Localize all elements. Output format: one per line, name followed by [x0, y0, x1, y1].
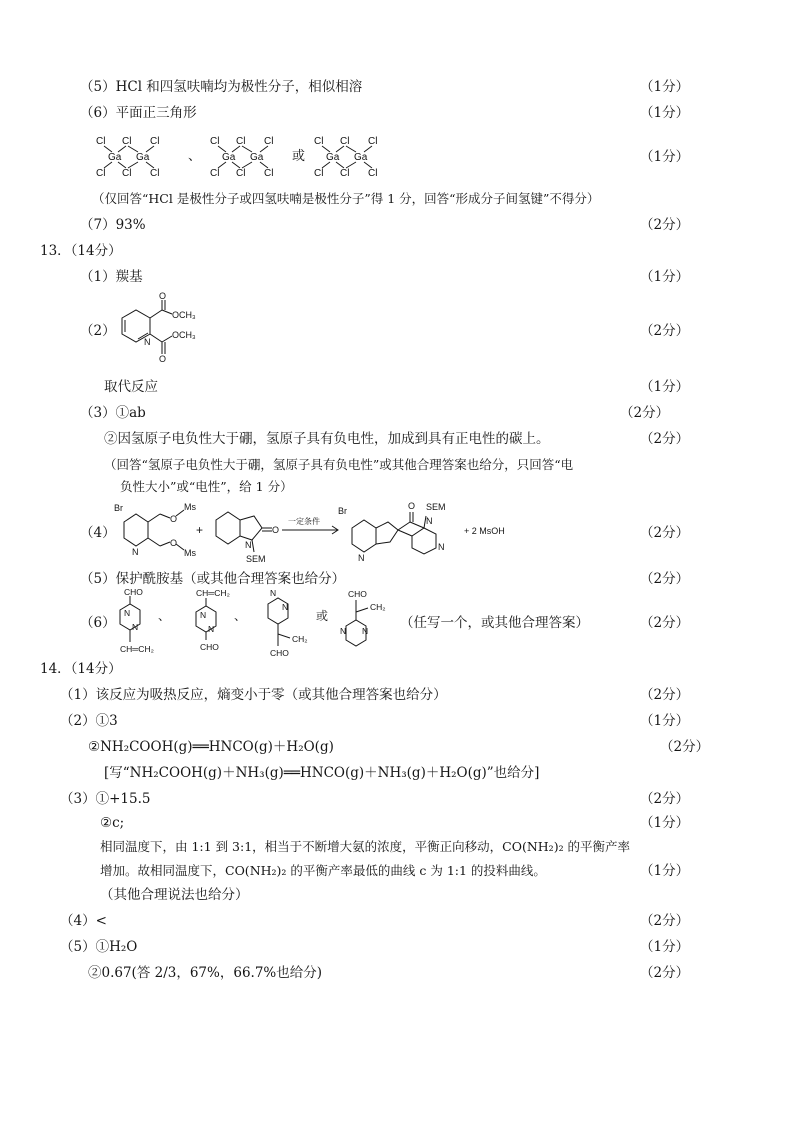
- q14-answer-1: （1）该反应为吸热反应，熵变小于零（或其他合理答案也给分）: [60, 687, 447, 703]
- q14-score-2a: （1分）: [640, 713, 690, 729]
- nitrogen-label: N: [245, 540, 252, 550]
- q12-score-6b: （1分）: [640, 149, 690, 165]
- q14-explanation-line1: 相同温度下，由 1:1 到 3:1，相当于不断增大氨的浓度，平衡正向移动，CO(NH₂)₂ 的平衡产率: [100, 839, 631, 854]
- q12-note-6: （仅回答“HCl 是极性分子或四氢呋喃是极性分子”得 1 分，回答“形成分子间氢键”不得分）: [92, 191, 600, 206]
- q13-reaction-4: [112, 500, 612, 566]
- ga-label: Ga: [136, 152, 150, 163]
- q14-score-4: （2分）: [640, 913, 690, 929]
- q12-answer-5: （5）HCl 和四氢呋喃均为极性分子，相似相溶: [80, 79, 363, 95]
- q13-structure-diester: [112, 292, 222, 362]
- ga-label: Ga: [108, 152, 122, 163]
- cl-label: Cl: [340, 168, 350, 179]
- cl-label: Cl: [96, 136, 106, 147]
- cl-label: Cl: [236, 168, 246, 179]
- nitrogen-label: N: [144, 337, 151, 347]
- methoxy-label: OCH₃: [172, 310, 196, 320]
- q14-score-1: （2分）: [640, 687, 690, 703]
- sem-label: SEM: [246, 554, 266, 564]
- q14-score-5a: （1分）: [640, 939, 690, 955]
- separator: 、: [188, 148, 202, 163]
- q14-score-3b: （1分）: [640, 815, 690, 831]
- ga2cl6-structures: [92, 130, 612, 182]
- q13-isomer-structures: [110, 586, 410, 662]
- q12-score-5: （1分）: [640, 79, 690, 95]
- q14-score-5b: （2分）: [640, 965, 690, 981]
- cl-label: Cl: [96, 168, 106, 179]
- q13-score-5: （2分）: [640, 571, 690, 587]
- ga2cl6-structure-2: [210, 136, 273, 179]
- q13-score-1: （1分）: [640, 269, 690, 285]
- isomers-svg: [110, 586, 410, 662]
- q13-answer-1: （1）羰基: [80, 269, 143, 285]
- q14-score-3d: （1分）: [640, 863, 690, 879]
- nitrogen-label: N: [132, 547, 139, 557]
- ga2cl6-structure-1: [96, 136, 159, 179]
- aldehyde-label: CHO: [348, 589, 367, 599]
- nitrogen-label: N: [124, 608, 131, 618]
- cl-label: Cl: [314, 136, 324, 147]
- q13-answer-6-tail: （任写一个，或其他合理答案）: [400, 615, 589, 631]
- q14-answer-3b: ②c;: [100, 815, 125, 831]
- cl-label: Cl: [314, 168, 324, 179]
- mesyl-label: Ms: [184, 548, 196, 558]
- cl-label: Cl: [368, 168, 378, 179]
- byproduct: + 2 MsOH: [464, 526, 505, 536]
- cl-label: Cl: [210, 136, 220, 147]
- nitrogen-label: N: [282, 602, 289, 612]
- q12-answer-6: （6）平面正三角形: [80, 105, 197, 121]
- q14-score-2b: （2分）: [660, 739, 710, 755]
- q13-note-3-line2: 负性大小”或“电性”，给 1 分）: [120, 479, 293, 494]
- nitrogen-label: N: [426, 516, 433, 526]
- q14-score-3a: （2分）: [640, 791, 690, 807]
- q13-score-2b: （1分）: [640, 379, 690, 395]
- q14-answer-2a: （2）①3: [60, 713, 118, 729]
- q14-answer-5a: （5）①H₂O: [60, 939, 138, 955]
- cl-label: Cl: [368, 136, 378, 147]
- q13-score-3b: （2分）: [640, 431, 690, 447]
- nitrogen-label: N: [358, 553, 365, 563]
- q13-answer-3b: ②因氢原子电负性大于硼，氢原子具有负电性，加成到具有正电性的碳上。: [104, 431, 550, 447]
- reaction-condition: 一定条件: [288, 517, 320, 526]
- or-label: 或: [316, 609, 329, 623]
- cl-label: Cl: [264, 136, 274, 147]
- q14-answer-4: （4）<: [60, 913, 107, 929]
- nitrogen-label: N: [208, 624, 215, 634]
- oxygen-label: O: [159, 292, 167, 301]
- methoxy-label: OCH₃: [172, 330, 196, 340]
- oxygen-label: O: [170, 514, 178, 524]
- q14-answer-3a: （3）①+15.5: [60, 791, 151, 807]
- q13-answer-4-number: （4）: [80, 525, 116, 541]
- q13-score-6: （2分）: [640, 615, 690, 631]
- or-label: 或: [292, 148, 306, 163]
- q14-answer-5b: ②0.67(答 2/3，67%，66.7%也给分): [88, 965, 323, 981]
- q13-answer-2-number: （2）: [80, 323, 116, 339]
- aldehyde-label: CHO: [200, 642, 219, 652]
- nitrogen-label: N: [340, 626, 347, 636]
- aldehyde-label: CHO: [124, 587, 143, 597]
- vinyl-label: CH═CH₂: [196, 588, 230, 598]
- q13-answer-2b: 取代反应: [104, 379, 158, 395]
- sem-label: SEM: [426, 502, 446, 512]
- q14-explanation-line2: 增加。故相同温度下，CO(NH₂)₂ 的平衡产率最低的曲线 c 为 1:1 的投料曲线。: [100, 863, 546, 878]
- bromine-label: Br: [114, 503, 123, 513]
- nitrogen-label: N: [200, 610, 207, 620]
- q14-note-2: [写“NH₂COOH(g)＋NH₃(g)══HNCO(g)＋NH₃(g)＋H₂O(g)”也给分]: [104, 765, 540, 781]
- q14-answer-2b: ②NH₂COOH(g)══HNCO(g)＋H₂O(g): [88, 739, 334, 755]
- ga2cl6-structure-3: [314, 136, 377, 179]
- methylene-label: CH₂: [292, 634, 308, 644]
- q13-score-3a: （2分）: [620, 405, 670, 421]
- q14-header: 14．（14分）: [40, 661, 122, 677]
- q13-answer-5: （5）保护酰胺基（或其他合理答案也给分）: [80, 571, 346, 587]
- oxygen-label: O: [159, 354, 167, 362]
- q12-score-7: （2分）: [640, 217, 690, 233]
- aldehyde-label: CHO: [270, 648, 289, 658]
- vinyl-label: CH═CH₂: [120, 644, 154, 654]
- oxygen-label: O: [170, 538, 178, 548]
- methylene-label: CH₂: [370, 602, 386, 612]
- cl-label: Cl: [150, 136, 160, 147]
- cl-label: Cl: [264, 168, 274, 179]
- q13-score-2: （2分）: [640, 323, 690, 339]
- cl-label: Cl: [210, 168, 220, 179]
- q13-header: 13．（14分）: [40, 243, 122, 259]
- oxygen-label: O: [272, 525, 280, 535]
- cl-label: Cl: [340, 136, 350, 147]
- diester-svg: [112, 292, 222, 362]
- oxygen-label: O: [408, 501, 416, 511]
- q12-score-6: （1分）: [640, 105, 690, 121]
- cl-label: Cl: [236, 136, 246, 147]
- separator: 、: [234, 609, 247, 623]
- reaction-svg: [112, 500, 612, 566]
- mesyl-label: Ms: [184, 502, 196, 512]
- q13-answer-6-number: （6）: [80, 615, 116, 631]
- ga-label: Ga: [326, 152, 340, 163]
- q13-answer-3a: （3）①ab: [80, 405, 146, 421]
- q13-note-3-line1: （回答“氢原子电负性大于硼，氢原子具有负电性”或其他合理答案也给分，只回答“电: [104, 457, 574, 472]
- cl-label: Cl: [150, 168, 160, 179]
- nitrogen-label: N: [132, 622, 139, 632]
- plus-sign: +: [196, 523, 204, 537]
- nitrogen-label: N: [362, 626, 369, 636]
- ga-label: Ga: [250, 152, 264, 163]
- ga2cl6-svg: [92, 130, 612, 182]
- nitrogen-label: N: [270, 588, 277, 598]
- q12-answer-7: （7）93%: [80, 217, 146, 233]
- q14-note-3: （其他合理说法也给分）: [100, 887, 249, 903]
- cl-label: Cl: [122, 168, 132, 179]
- ga-label: Ga: [222, 152, 236, 163]
- bromine-label: Br: [338, 506, 347, 516]
- q13-score-4: （2分）: [640, 525, 690, 541]
- separator: 、: [158, 609, 171, 623]
- nitrogen-label: N: [438, 542, 445, 552]
- cl-label: Cl: [122, 136, 132, 147]
- ga-label: Ga: [354, 152, 368, 163]
